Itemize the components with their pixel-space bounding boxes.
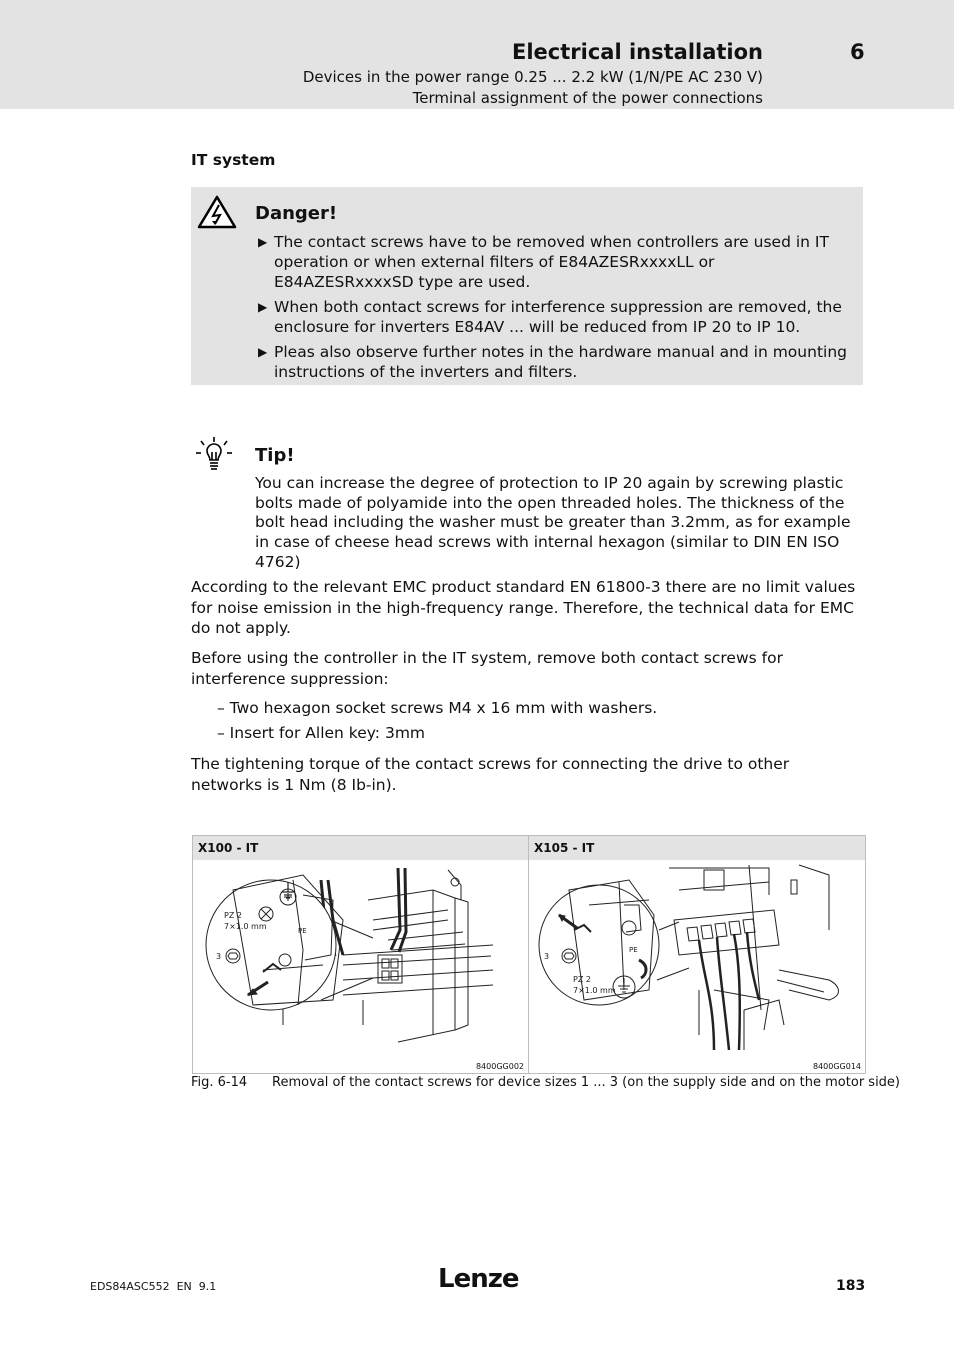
paragraph-remove-screws: Before using the controller in the IT system, remove both contact screws for interference suppression: — [191, 649, 783, 688]
tool-label-right: PZ 2 — [573, 975, 591, 984]
chapter-title: Electrical installation — [512, 40, 763, 64]
arrow-right-icon: ▶ — [258, 345, 268, 359]
list-item: ▶ When both contact screws for interference suppression are removed, the enclosure for inverters E84AV ... will be reduced from IP 20 to IP 10. — [258, 298, 842, 336]
figure-panel-left — [193, 860, 528, 1073]
arrow-right-icon: ▶ — [258, 300, 268, 314]
paragraph-torque: The tightening torque of the contact screws for connecting the drive to other networks is 1 Nm (8 Ib-in). — [191, 755, 790, 794]
arrow-right-icon: ▶ — [258, 235, 268, 249]
svg-text:PE: PE — [298, 927, 307, 935]
figure-title-left: X100 - IT — [193, 836, 528, 860]
header-subtitle-1: Devices in the power range 0.25 ... 2.2 kW (1/N/PE AC 230 V) — [302, 68, 763, 86]
high-voltage-warning-icon — [196, 194, 238, 230]
tip-title: Tip! — [255, 445, 295, 466]
tool-size-right: 7×1.0 mm — [573, 986, 616, 995]
screw-size-right: 3 — [544, 952, 550, 961]
danger-list — [258, 232, 848, 387]
figure-title-right: X105 - IT — [529, 836, 865, 860]
section-heading: IT system — [191, 151, 276, 169]
figure-caption-text: Removal of the contact screws for device sizes 1 ... 3 (on the supply side and on the motor side) — [272, 1075, 900, 1090]
dash-item-allen-key: – Insert for Allen key: 3mm — [217, 724, 426, 742]
tip-text: You can increase the degree of protection to IP 20 again by screwing plastic bolts made of polyamide into the open threaded holes. The thickness of the bolt head including the washer must be greater than 3.2mm, as for example in case of cheese head screws with internal hexagon (similar to DIN EN ISO 4762) — [255, 474, 851, 571]
paragraph-emc: According to the relevant EMC product standard EN 61800-3 there are no limit values for noise emission in the high-frequency range. Therefore, the technical data for EMC do not apply. — [191, 578, 856, 637]
list-item: ▶ The contact screws have to be removed when controllers are used in IT operation or when external filters of E84AZESRxxxxLL or E84AZESRxxxxSD type are used. — [258, 233, 829, 291]
figure-caption-number: Fig. 6-14 — [191, 1075, 248, 1090]
figure-panel-right — [529, 860, 865, 1073]
figure-box — [192, 835, 866, 1074]
list-item: ▶ Pleas also observe further notes in the hardware manual and in mounting instructions of the inverters and filters. — [258, 343, 847, 381]
svg-text:PE: PE — [629, 946, 638, 954]
figure-code-left: 8400GG002 — [475, 1062, 524, 1071]
drawing-x105-removal — [529, 860, 865, 1072]
dash-item-screws: – Two hexagon socket screws M4 x 16 mm with washers. — [217, 699, 658, 717]
page-number: 183 — [836, 1278, 866, 1294]
light-bulb-icon — [194, 436, 234, 474]
header-subtitle-2: Terminal assignment of the power connections — [412, 89, 763, 107]
lenze-logo: Lenze — [438, 1264, 519, 1294]
chapter-number: 6 — [850, 40, 865, 64]
tool-size-left: 7×1.0 mm — [224, 922, 267, 931]
screw-size-left: 3 — [216, 952, 222, 961]
drawing-x100-removal — [193, 860, 528, 1072]
figure-code-right: 8400GG014 — [812, 1062, 861, 1071]
footer-document-id: EDS84ASC552 EN 9.1 — [90, 1280, 217, 1293]
tool-label-left: PZ 2 — [224, 911, 242, 920]
danger-title: Danger! — [255, 203, 338, 224]
